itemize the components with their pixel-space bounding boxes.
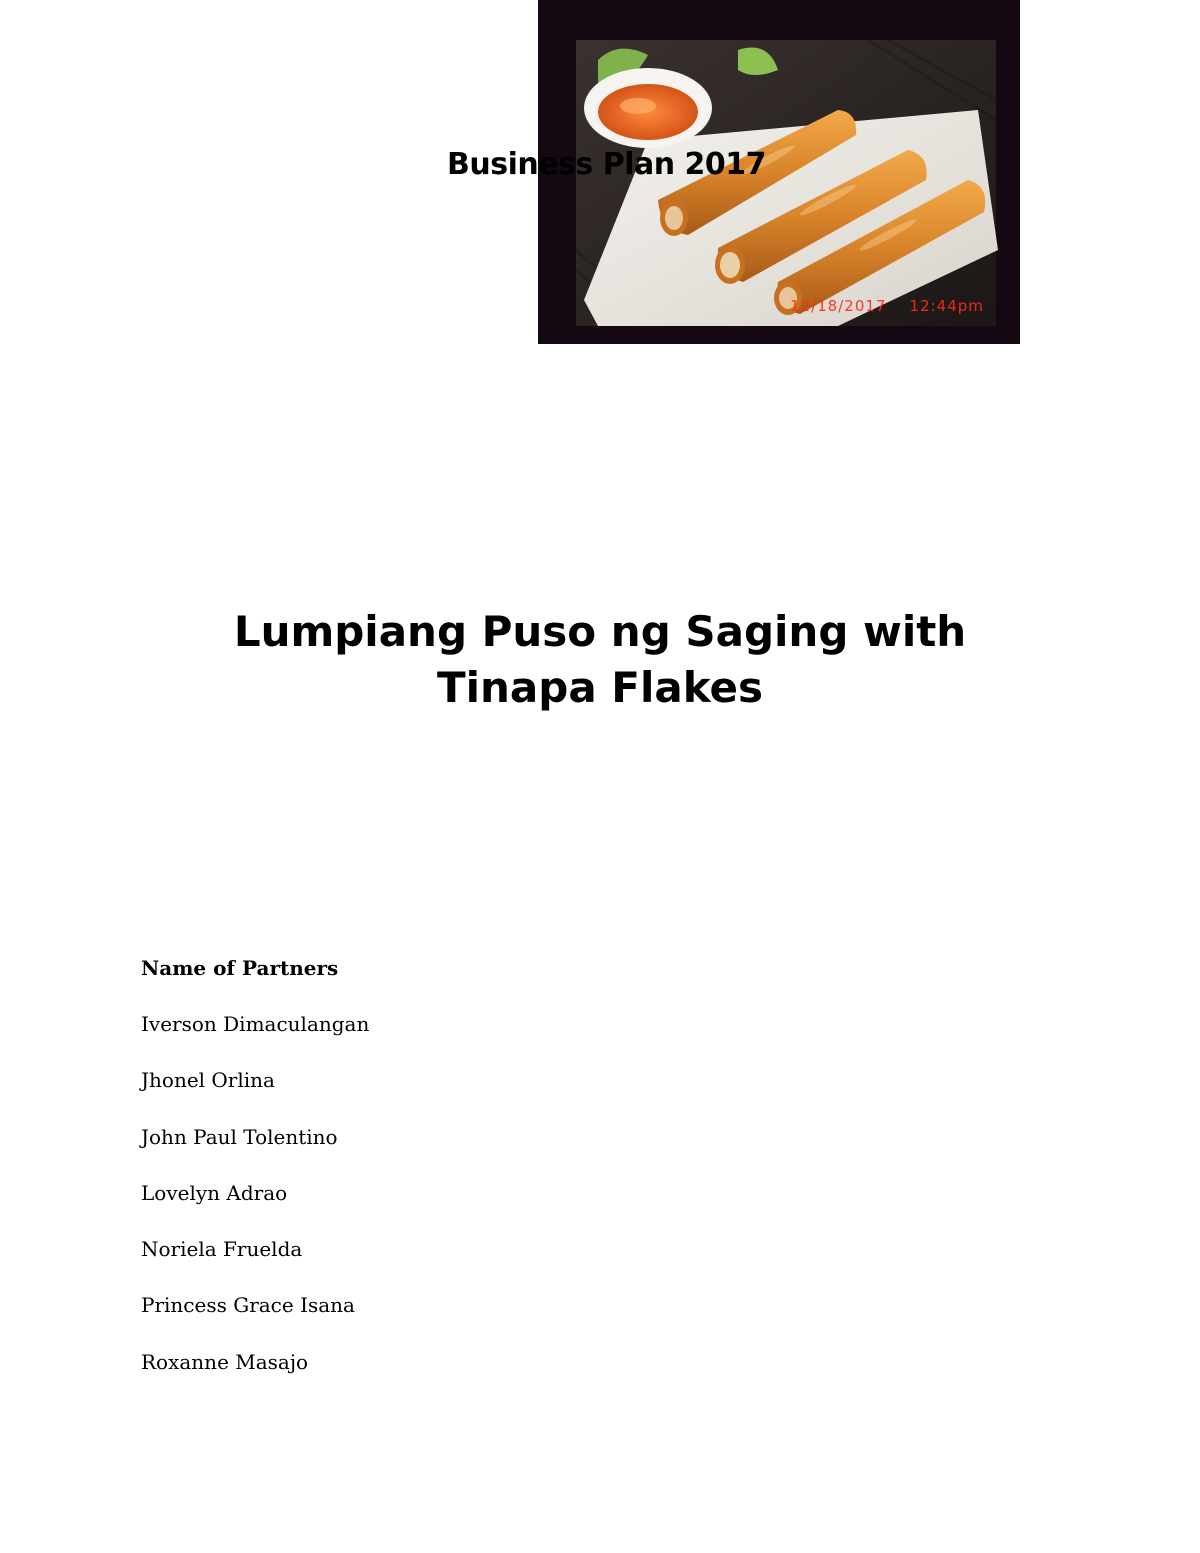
business-plan-title: Business Plan 2017 <box>447 147 767 182</box>
partner-name: Iverson Dimaculangan <box>141 1012 370 1036</box>
partners-list <box>141 1009 369 1403</box>
partner-name: Jhonel Orlina <box>141 1068 275 1093</box>
partner-name: Princess Grace Isana <box>141 1293 355 1318</box>
partners-heading: Name of Partners <box>141 956 339 980</box>
partner-name: Roxanne Masajo <box>141 1349 309 1374</box>
product-title-line-2: Tinapa Flakes <box>436 663 764 712</box>
photo-timestamp: 12/18/2017 12:44pm <box>790 297 984 315</box>
partners-section <box>141 953 369 1403</box>
product-title <box>150 604 1050 716</box>
partner-name: Lovelyn Adrao <box>141 1180 288 1205</box>
product-title-line-1: Lumpiang Puso ng Saging with <box>233 607 967 656</box>
partner-name: Noriela Fruelda <box>141 1237 303 1262</box>
partner-name: John Paul Tolentino <box>141 1124 338 1149</box>
